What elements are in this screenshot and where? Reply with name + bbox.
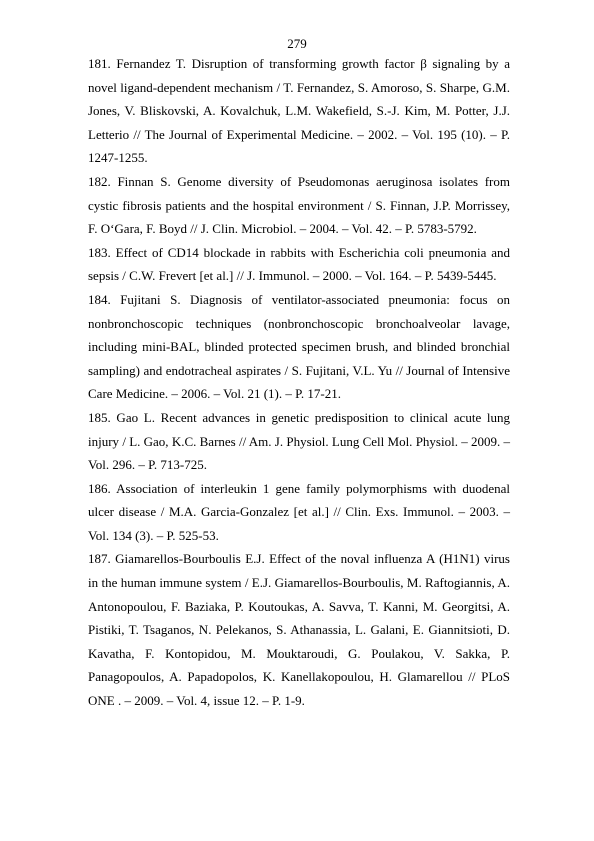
reference-list [88,52,510,713]
reference-184: 184. Fujitani S. Diagnosis of ventilator-associated pneumonia: focus on nonbronchoscopic techniques (nonbronchoscopic bronchoalveolar lavage, including mini-BAL, blinded protected specimen brush, and blinded bronchial sampling) and endotracheal aspirates / S. Fujitani, V.L. Yu // Journal of Intensive Care Medicine. – 2006. – Vol. 21 (1). – P. 17-21. [88,291,510,402]
reference-182: 182. Finnan S. Genome diversity of Pseudomonas aeruginosa isolates from cystic fibrosis patients and the hospital environment / S. Finnan, J.P. Morrissey, F. O‘Gara, F. Boyd // J. Clin. Microbiol. – 2004. – Vol. 42. – P. 5783-5792. [88,173,510,237]
page-number: 279 [287,36,307,51]
reference-181: 181. Fernandez T. Disruption of transforming growth factor β signaling by a novel ligand-dependent mechanism / T. Fernandez, S. Amoroso, S. Sharpe, G.M. Jones, V. Bliskovski, A. Kovalchuk, L.M. Wakefield, S.-J. Kim, M. Potter, J.J. Letterio // The Journal of Experimental Medicine. – 2002. – Vol. 195 (10). – P. 1247-1255. [88,56,510,166]
reference-183: 183. Effect of CD14 blockade in rabbits with Escherichia coli pneumonia and sepsis / C.W. Frevert [et al.] // J. Immunol. – 2000. – Vol. 164. – P. 5439-5445. [88,244,510,284]
reference-186: 186. Association of interleukin 1 gene family polymorphisms with duodenal ulcer disease / M.A. Garcia-Gonzalez [et al.] // Clin. Exs. Immunol. – 2003. – Vol. 134 (3). – P. 525-53. [88,480,510,543]
reference-187: 187. Giamarellos-Bourboulis E.J. Effect of the noval influenza A (H1N1) virus in the human immune system / E.J. Giamarellos-Bourboulis, M. Raftogiannis, A. Antonopoulou, F. Baziaka, P. Koutoukas, A. Savva, T. Kanni, M. Georgitsi, A. Pistiki, T. Tsaganos, N. Pelekanos, S. Athanassia, L. Galani, E. Giannitsioti, D. Kavatha, F. Kontopidou, M. Mouktaroudi, G. Poulakou, V. Sakka, P. Panagopoulos, A. Papadopolos, K. Kanellakopoulou, H. Glamarellou // PLoS ONE . – 2009. – Vol. 4, issue 12. – P. 1-9. [88,551,510,709]
reference-185: 185. Gao L. Recent advances in genetic predisposition to clinical acute lung injury / L. Gao, K.C. Barnes // Am. J. Physiol. Lung Cell Mol. Physiol. – 2009. – Vol. 296. – P. 713-725. [88,409,510,473]
